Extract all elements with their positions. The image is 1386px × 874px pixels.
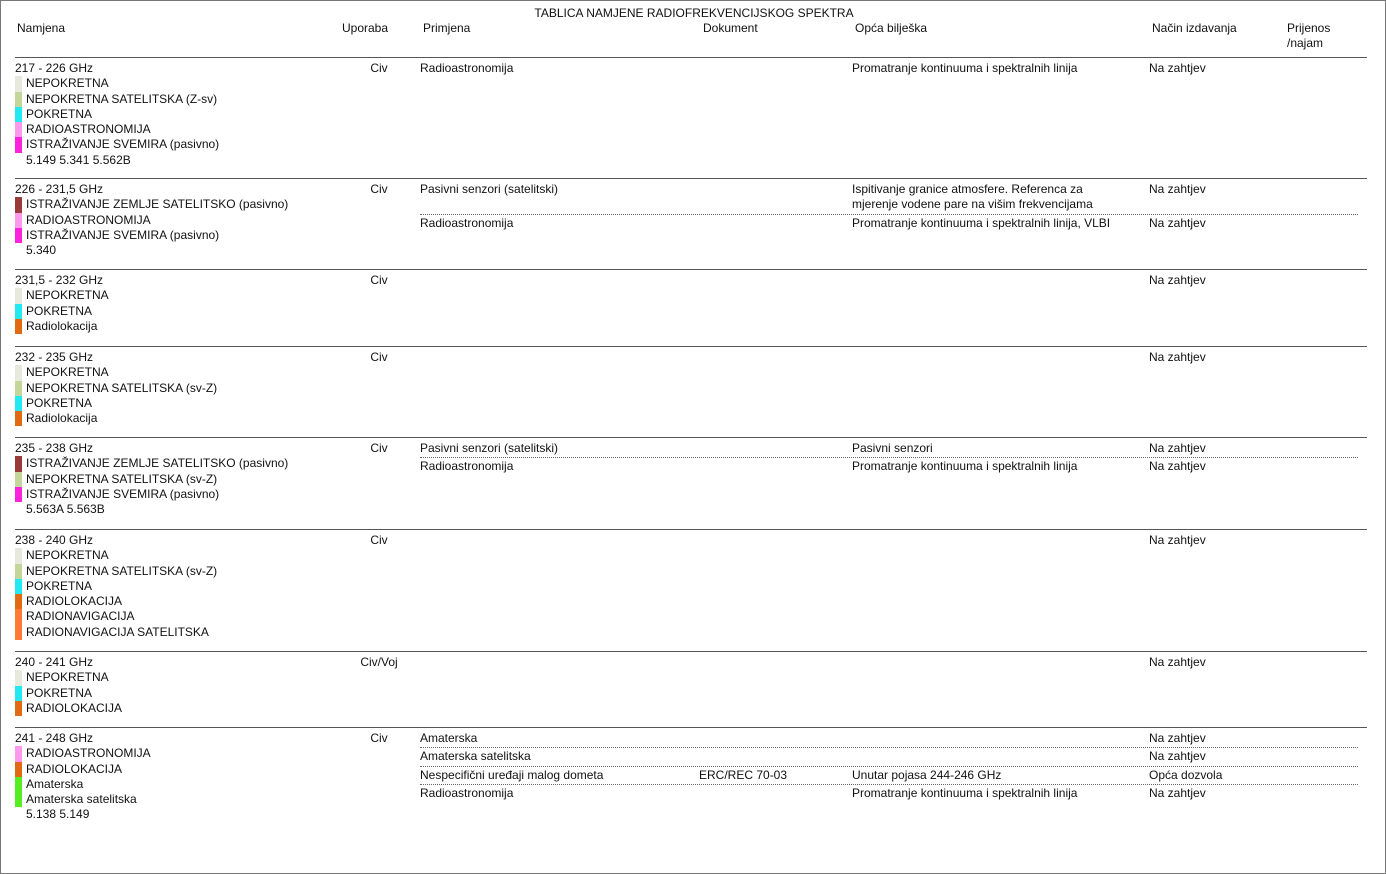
- service-color-swatch: [15, 686, 22, 701]
- service-color-swatch: [15, 670, 22, 685]
- nacin-cell: Na zahtjev: [1149, 182, 1206, 196]
- service-item: [15, 625, 217, 640]
- namjena-cell: [15, 533, 217, 640]
- service-name: NEPOKRETNA: [26, 365, 109, 380]
- namjena-cell: [15, 441, 288, 517]
- service-item: [15, 137, 219, 152]
- service-item: [15, 288, 109, 303]
- service-color-swatch: [15, 288, 22, 303]
- service-name: ISTRAŽIVANJE SVEMIRA (pasivno): [26, 486, 220, 501]
- service-color-swatch: [15, 197, 22, 212]
- application-entry: [420, 654, 1358, 671]
- service-color-swatch: [15, 381, 22, 396]
- application-entry: [420, 748, 1358, 766]
- service-name: ISTRAŽIVANJE ZEMLJE SATELITSKO (pasivno): [26, 456, 289, 471]
- service-name: POKRETNA: [26, 303, 93, 318]
- service-color-swatch: [15, 594, 22, 609]
- service-item: [15, 564, 217, 579]
- header-biljeska: Opća bilješka: [855, 21, 928, 35]
- service-item: [15, 456, 288, 471]
- namjena-cell: [15, 182, 288, 258]
- table-row: [15, 179, 1367, 270]
- application-entry: [420, 181, 1358, 215]
- service-name: POKRETNA: [26, 578, 93, 593]
- service-item: [15, 746, 151, 761]
- service-item: [15, 472, 288, 487]
- service-color-swatch: [15, 304, 22, 319]
- service-color-swatch: [15, 609, 22, 624]
- nacin-cell: Na zahtjev: [1149, 273, 1206, 287]
- nacin-cell: Na zahtjev: [1149, 61, 1206, 75]
- service-color-swatch: [15, 701, 22, 716]
- service-color-swatch: [15, 92, 22, 107]
- primjena-cell: Radioastronomija: [420, 61, 514, 75]
- service-name: ISTRAŽIVANJE ZEMLJE SATELITSKO (pasivno): [26, 197, 289, 212]
- service-item: [15, 319, 109, 334]
- service-item: [15, 213, 288, 228]
- service-color-swatch: [15, 76, 22, 91]
- primjena-cell: Pasivni senzori (satelitski): [420, 441, 559, 455]
- service-name: Amaterska satelitska: [26, 792, 137, 807]
- application-entry: [420, 767, 1358, 785]
- header-nacin: Način izdavanja: [1152, 21, 1237, 35]
- application-entries: [420, 349, 1358, 366]
- service-color-swatch: [15, 228, 22, 243]
- service-name: NEPOKRETNA SATELITSKA (sv-Z): [26, 380, 218, 395]
- uporaba-cell: Civ/Voj: [360, 655, 398, 669]
- nacin-cell: Na zahtjev: [1149, 350, 1206, 364]
- primjena-cell: Nespecifični uređaji malog dometa: [420, 767, 604, 782]
- application-entries: [420, 730, 1358, 802]
- service-name: RADIOASTRONOMIJA: [26, 212, 151, 227]
- service-name: NEPOKRETNA SATELITSKA (sv-Z): [26, 471, 218, 486]
- service-item: [15, 107, 219, 122]
- service-name: NEPOKRETNA SATELITSKA (Z-sv): [26, 91, 218, 106]
- nacin-cell: Na zahtjev: [1149, 655, 1206, 669]
- namjena-cell: [15, 655, 122, 716]
- service-item: [15, 487, 288, 502]
- namjena-cell: [15, 61, 219, 168]
- table-body: [1, 58, 1386, 874]
- service-color-swatch: [15, 107, 22, 122]
- service-name: POKRETNA: [26, 106, 93, 121]
- biljeska-cell: [852, 731, 1132, 746]
- service-name: RADIOLOKACIJA: [26, 761, 123, 776]
- service-item: [15, 670, 122, 685]
- service-name: NEPOKRETNA: [26, 670, 109, 685]
- application-entry: [420, 272, 1358, 289]
- header-prijenos: [1287, 21, 1330, 51]
- service-item: [15, 304, 109, 319]
- service-color-swatch: [15, 456, 22, 471]
- service-color-swatch: [15, 579, 22, 594]
- service-color-swatch: [15, 564, 22, 579]
- frequency-band: 241 - 248 GHz: [15, 731, 94, 745]
- frequency-band: 240 - 241 GHz: [15, 655, 94, 669]
- uporaba-cell: Civ: [370, 61, 388, 75]
- primjena-cell: Radioastronomija: [420, 215, 514, 230]
- service-name: Amaterska: [26, 776, 84, 791]
- uporaba-cell: Civ: [370, 533, 388, 547]
- table-row: [15, 347, 1367, 438]
- table-row: [15, 728, 1367, 874]
- service-item: [15, 76, 219, 91]
- frequency-band: 217 - 226 GHz: [15, 61, 94, 75]
- service-color-swatch: [15, 746, 22, 761]
- footnotes: 5.149 5.341 5.562B: [26, 152, 131, 167]
- service-name: RADIOASTRONOMIJA: [26, 746, 151, 761]
- biljeska-cell: Promatranje kontinuuma i spektralnih linija: [852, 785, 1078, 800]
- nacin-cell: Na zahtjev: [1149, 749, 1206, 764]
- service-item: [15, 686, 122, 701]
- uporaba-cell: Civ: [370, 182, 388, 196]
- service-item: [15, 609, 217, 624]
- nacin-cell: Na zahtjev: [1149, 533, 1206, 547]
- nacin-cell: Na zahtjev: [1149, 731, 1206, 745]
- header-dokument: Dokument: [703, 21, 758, 35]
- application-entry: [420, 730, 1358, 748]
- service-color-swatch: [15, 396, 22, 411]
- service-name: RADIONAVIGACIJA SATELITSKA: [26, 624, 209, 639]
- service-name: RADIOASTRONOMIJA: [26, 122, 151, 137]
- service-item: [15, 411, 217, 426]
- biljeska-cell: [852, 749, 1132, 764]
- primjena-cell: Radioastronomija: [420, 459, 514, 474]
- application-entry: [420, 440, 1358, 458]
- biljeska-cell: Ispitivanje granice atmosfere. Referenca za mjerenje vodene pare na višim frekvencijama: [852, 182, 1093, 212]
- service-color-swatch: [15, 411, 22, 426]
- service-item: [15, 762, 151, 777]
- table-row: [15, 58, 1367, 179]
- nacin-cell: Na zahtjev: [1149, 215, 1206, 230]
- uporaba-cell: Civ: [370, 273, 388, 287]
- service-item: [15, 548, 217, 563]
- frequency-band: 232 - 235 GHz: [15, 350, 94, 364]
- application-entry: [420, 349, 1358, 366]
- service-name: NEPOKRETNA: [26, 76, 109, 91]
- application-entries: [420, 654, 1358, 671]
- biljeska-cell: Promatranje kontinuuma i spektralnih linija: [852, 61, 1078, 75]
- biljeska-cell: [852, 533, 1132, 548]
- service-item: [15, 579, 217, 594]
- frequency-band: 231,5 - 232 GHz: [15, 273, 104, 287]
- header-prijenos-line2: /najam: [1287, 36, 1324, 50]
- service-color-swatch: [15, 625, 22, 640]
- frequency-band: 235 - 238 GHz: [15, 441, 94, 455]
- service-name: Radiolokacija: [26, 411, 98, 426]
- nacin-cell: Na zahtjev: [1149, 441, 1206, 455]
- table-row: [15, 530, 1367, 652]
- service-name: NEPOKRETNA SATELITSKA (sv-Z): [26, 563, 218, 578]
- header-primjena: Primjena: [423, 21, 471, 35]
- primjena-cell: Radioastronomija: [420, 785, 514, 800]
- application-entry: [420, 458, 1358, 475]
- table-row: [15, 270, 1367, 347]
- service-color-swatch: [15, 548, 22, 563]
- header-uporaba: Uporaba: [342, 21, 389, 35]
- application-entries: [420, 532, 1358, 549]
- service-color-swatch: [15, 365, 22, 380]
- dokument-cell: ERC/REC 70-03: [699, 767, 788, 782]
- biljeska-cell: Pasivni senzori: [852, 441, 933, 455]
- service-color-swatch: [15, 122, 22, 137]
- service-item: [15, 365, 217, 380]
- namjena-cell: [15, 731, 151, 823]
- application-entries: [420, 272, 1358, 289]
- service-item: [15, 701, 122, 716]
- service-name: POKRETNA: [26, 395, 93, 410]
- table-row: [15, 438, 1367, 530]
- frequency-band: 238 - 240 GHz: [15, 533, 94, 547]
- table-row: [15, 652, 1367, 728]
- namjena-cell: [15, 350, 217, 426]
- biljeska-cell: [852, 273, 1132, 288]
- uporaba-cell: Civ: [370, 350, 388, 364]
- service-item: [15, 122, 219, 137]
- footnotes: 5.138 5.149: [26, 807, 90, 822]
- primjena-cell: Pasivni senzori (satelitski): [420, 182, 559, 196]
- service-color-swatch: [15, 319, 22, 334]
- service-name: NEPOKRETNA: [26, 548, 109, 563]
- application-entries: [420, 181, 1358, 232]
- primjena-cell: Amaterska: [420, 731, 478, 745]
- application-entry: [420, 215, 1358, 232]
- namjena-cell: [15, 273, 109, 334]
- service-item: [15, 92, 219, 107]
- service-item: [15, 381, 217, 396]
- service-name: NEPOKRETNA: [26, 288, 109, 303]
- service-color-swatch: [15, 777, 22, 792]
- service-item: [15, 594, 217, 609]
- service-name: Radiolokacija: [26, 318, 98, 333]
- application-entry: [420, 785, 1358, 802]
- uporaba-cell: Civ: [370, 441, 388, 455]
- service-name: ISTRAŽIVANJE SVEMIRA (pasivno): [26, 137, 220, 152]
- service-color-swatch: [15, 487, 22, 502]
- application-entries: [420, 60, 1358, 77]
- primjena-cell: Amaterska satelitska: [420, 749, 531, 764]
- uporaba-cell: Civ: [370, 731, 388, 745]
- service-item: [15, 792, 151, 807]
- application-entry: [420, 60, 1358, 77]
- biljeska-cell: [852, 350, 1132, 365]
- nacin-cell: Na zahtjev: [1149, 459, 1206, 474]
- service-name: RADIOLOKACIJA: [26, 700, 123, 715]
- footnotes: 5.340: [26, 243, 57, 258]
- biljeska-cell: Promatranje kontinuuma i spektralnih linija, VLBI: [852, 215, 1111, 230]
- biljeska-cell: [852, 655, 1132, 670]
- service-color-swatch: [15, 762, 22, 777]
- service-item: [15, 396, 217, 411]
- table-title: TABLICA NAMJENE RADIOFREKVENCIJSKOG SPEKTRA: [534, 6, 854, 20]
- footnotes: 5.563A 5.563B: [26, 502, 105, 517]
- biljeska-cell: Promatranje kontinuuma i spektralnih linija: [852, 459, 1078, 474]
- nacin-cell: Na zahtjev: [1149, 785, 1206, 800]
- nacin-cell: Opća dozvola: [1149, 767, 1223, 782]
- header-namjena: Namjena: [17, 21, 66, 35]
- service-color-swatch: [15, 792, 22, 807]
- service-name: ISTRAŽIVANJE SVEMIRA (pasivno): [26, 227, 220, 242]
- service-color-swatch: [15, 472, 22, 487]
- service-name: RADIOLOKACIJA: [26, 594, 123, 609]
- service-color-swatch: [15, 137, 22, 152]
- service-item: [15, 777, 151, 792]
- application-entry: [420, 532, 1358, 549]
- biljeska-cell: Unutar pojasa 244-246 GHz: [852, 767, 1002, 782]
- service-item: [15, 228, 288, 243]
- service-color-swatch: [15, 213, 22, 228]
- application-entries: [420, 440, 1358, 476]
- frequency-band: 226 - 231,5 GHz: [15, 182, 104, 196]
- service-item: [15, 197, 288, 212]
- header-prijenos-line1: Prijenos: [1287, 21, 1331, 35]
- service-name: POKRETNA: [26, 685, 93, 700]
- service-name: RADIONAVIGACIJA: [26, 609, 135, 624]
